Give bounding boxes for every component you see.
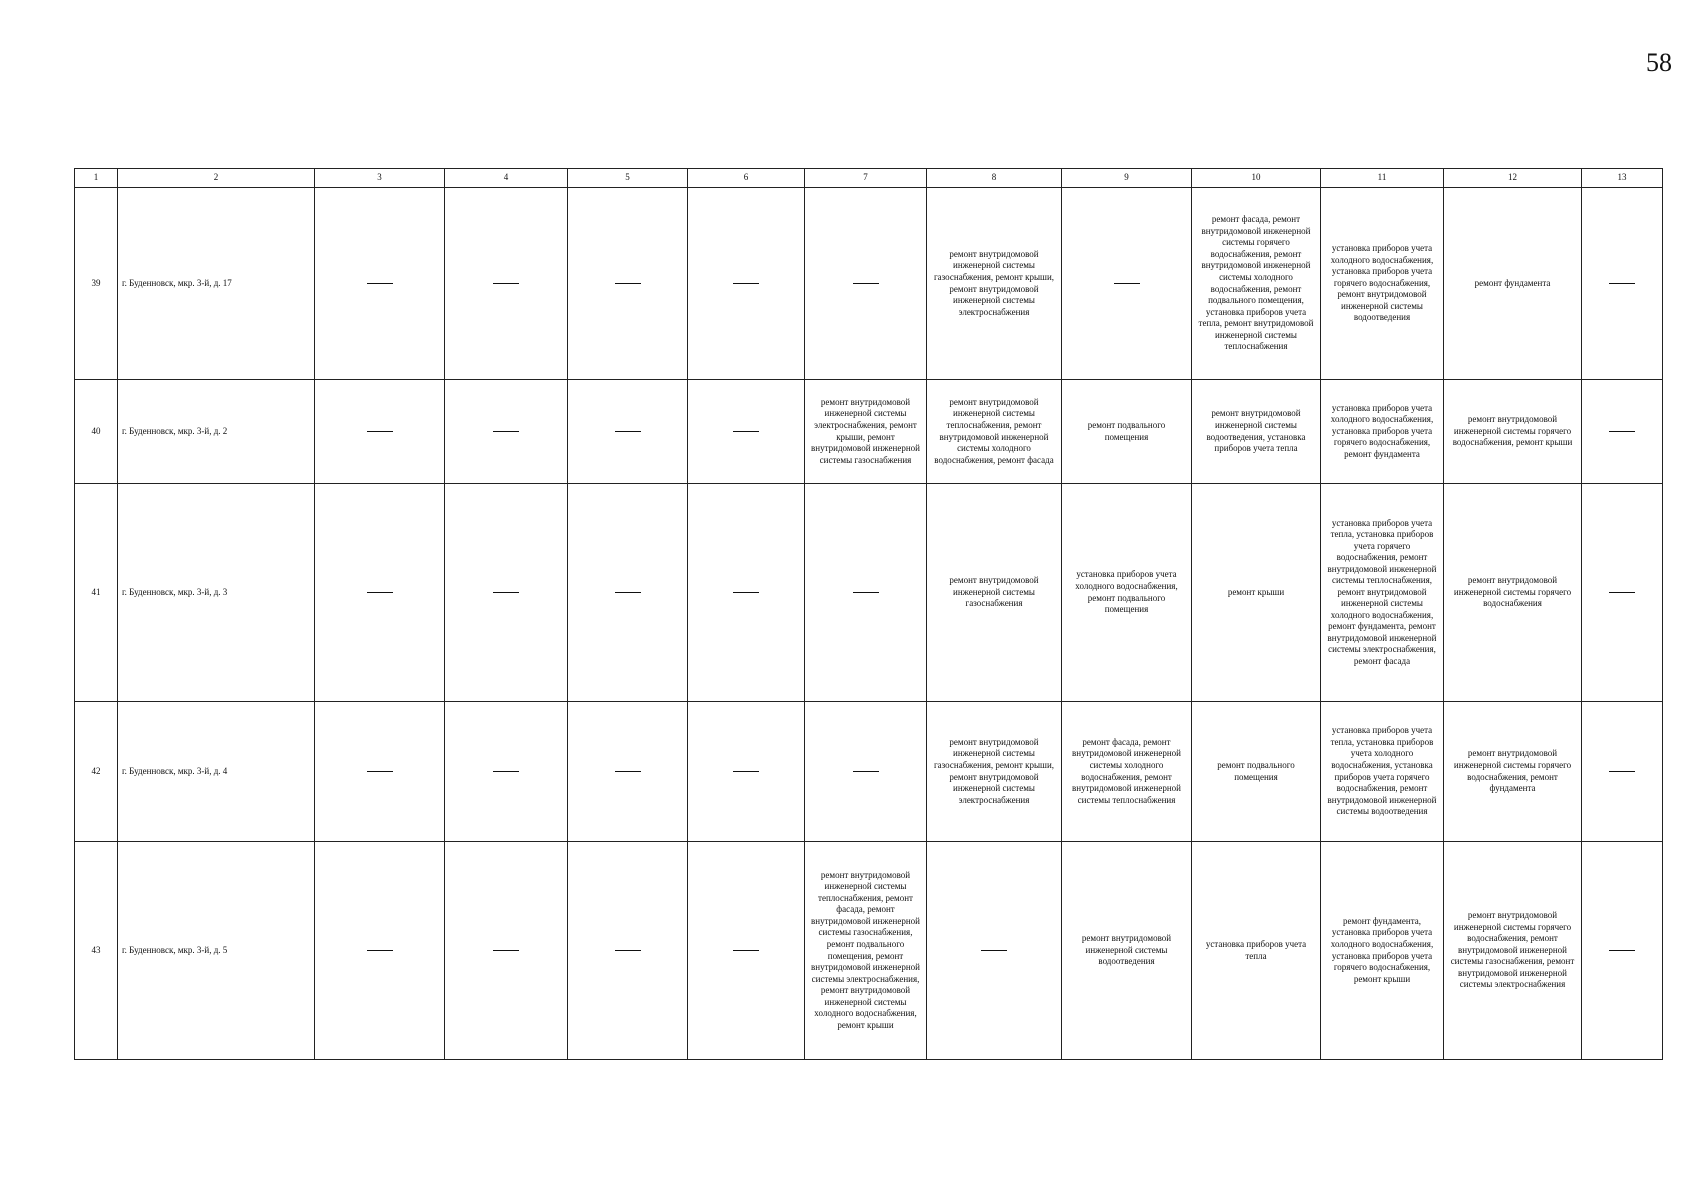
empty-cell [568, 702, 688, 842]
work-cell: установка приборов учета холодного водоснабжения, установка приборов учета горячего водоснабжения, ремонт внутридомовой инженерной системы водоотведения [1321, 188, 1444, 380]
dash-mark [1609, 431, 1635, 432]
work-cell: ремонт внутридомовой инженерной системы горячего водоснабжения, ремонт фундамента [1444, 702, 1582, 842]
dash-mark [493, 950, 519, 951]
column-header: 4 [445, 169, 568, 188]
work-cell: ремонт фундамента, установка приборов учета холодного водоснабжения, установка приборов учета горячего водоснабжения, ремонт крыши [1321, 842, 1444, 1060]
column-number-row [75, 169, 1663, 188]
address-cell: г. Буденновск, мкр. 3-й, д. 17 [118, 188, 315, 380]
empty-cell [805, 484, 927, 702]
row-number: 43 [75, 842, 118, 1060]
column-header: 3 [315, 169, 445, 188]
column-header: 2 [118, 169, 315, 188]
empty-cell [315, 702, 445, 842]
dash-mark [733, 771, 759, 772]
column-header: 12 [1444, 169, 1582, 188]
dash-mark [615, 950, 641, 951]
dash-mark [493, 592, 519, 593]
row-number: 41 [75, 484, 118, 702]
row-number: 40 [75, 380, 118, 484]
empty-cell [688, 484, 805, 702]
column-header: 1 [75, 169, 118, 188]
dash-mark [733, 283, 759, 284]
dash-mark [981, 950, 1007, 951]
work-cell: установка приборов учета тепла, установка приборов учета холодного водоснабжения, установка приборов учета горячего водоснабжения, ремонт внутридомовой инженерной системы водоотведения [1321, 702, 1444, 842]
empty-cell [568, 188, 688, 380]
work-cell: установка приборов учета холодного водоснабжения, установка приборов учета горячего водоснабжения, ремонт фундамента [1321, 380, 1444, 484]
table-body [75, 169, 1663, 1060]
empty-cell [315, 842, 445, 1060]
work-cell: ремонт внутридомовой инженерной системы газоснабжения [927, 484, 1062, 702]
empty-cell [445, 484, 568, 702]
page-number: 58 [1646, 48, 1672, 77]
empty-cell [568, 842, 688, 1060]
row-number: 39 [75, 188, 118, 380]
dash-mark [493, 771, 519, 772]
dash-mark [1609, 771, 1635, 772]
dash-mark [615, 771, 641, 772]
dash-mark [853, 592, 879, 593]
column-header: 11 [1321, 169, 1444, 188]
empty-cell [1582, 484, 1663, 702]
empty-cell [688, 380, 805, 484]
column-header: 8 [927, 169, 1062, 188]
dash-mark [733, 592, 759, 593]
empty-cell [315, 188, 445, 380]
dash-mark [367, 283, 393, 284]
empty-cell [445, 842, 568, 1060]
work-cell: ремонт фасада, ремонт внутридомовой инженерной системы холодного водоснабжения, ремонт внутридомовой инженерной системы теплоснабжения [1062, 702, 1192, 842]
empty-cell [688, 842, 805, 1060]
address-cell: г. Буденновск, мкр. 3-й, д. 2 [118, 380, 315, 484]
empty-cell [568, 484, 688, 702]
table-row [75, 380, 1663, 484]
empty-cell [1582, 702, 1663, 842]
column-header: 5 [568, 169, 688, 188]
work-cell: ремонт внутридомовой инженерной системы водоотведения [1062, 842, 1192, 1060]
table-row [75, 842, 1663, 1060]
table-row [75, 484, 1663, 702]
empty-cell [1582, 380, 1663, 484]
column-header: 9 [1062, 169, 1192, 188]
empty-cell [315, 380, 445, 484]
column-header: 13 [1582, 169, 1663, 188]
empty-cell [315, 484, 445, 702]
dash-mark [1609, 283, 1635, 284]
dash-mark [1609, 592, 1635, 593]
empty-cell [568, 380, 688, 484]
column-header: 7 [805, 169, 927, 188]
empty-cell [688, 188, 805, 380]
work-cell: ремонт внутридомовой инженерной системы теплоснабжения, ремонт фасада, ремонт внутридомовой инженерной системы газоснабжения, ремонт подвального помещения, ремонт внутридомовой инженерной системы электроснабжения, ремонт внутридомовой инженерной системы холодного водоснабжения, ремонт крыши [805, 842, 927, 1060]
dash-mark [1609, 950, 1635, 951]
work-cell: ремонт внутридомовой инженерной системы горячего водоснабжения, ремонт внутридомовой инженерной системы газоснабжения, ремонт внутридомовой инженерной системы электроснабжения [1444, 842, 1582, 1060]
dash-mark [615, 592, 641, 593]
dash-mark [367, 771, 393, 772]
dash-mark [493, 431, 519, 432]
work-cell: ремонт внутридомовой инженерной системы газоснабжения, ремонт крыши, ремонт внутридомовой инженерной системы электроснабжения [927, 188, 1062, 380]
work-cell: ремонт фасада, ремонт внутридомовой инженерной системы горячего водоснабжения, ремонт внутридомовой инженерной системы холодного водоснабжения, ремонт подвального помещения, установка приборов учета тепла, ремонт внутридомовой инженерной системы теплоснабжения [1192, 188, 1321, 380]
repair-schedule-table [74, 168, 1663, 1060]
dash-mark [853, 283, 879, 284]
dash-mark [493, 283, 519, 284]
empty-cell [445, 188, 568, 380]
work-cell: установка приборов учета тепла, установка приборов учета горячего водоснабжения, ремонт внутридомовой инженерной системы теплоснабжения, ремонт внутридомовой инженерной системы холодного водоснабжения, ремонт фундамента, ремонт внутридомовой инженерной системы электроснабжения, ремонт фасада [1321, 484, 1444, 702]
work-cell: ремонт подвального помещения [1062, 380, 1192, 484]
work-cell: ремонт внутридомовой инженерной системы водоотведения, установка приборов учета тепла [1192, 380, 1321, 484]
work-cell: ремонт крыши [1192, 484, 1321, 702]
dash-mark [853, 771, 879, 772]
work-cell: ремонт подвального помещения [1192, 702, 1321, 842]
table-row [75, 188, 1663, 380]
column-header: 6 [688, 169, 805, 188]
empty-cell [1582, 188, 1663, 380]
work-cell: ремонт внутридомовой инженерной системы газоснабжения, ремонт крыши, ремонт внутридомовой инженерной системы электроснабжения [927, 702, 1062, 842]
work-cell: ремонт фундамента [1444, 188, 1582, 380]
work-cell: ремонт внутридомовой инженерной системы электроснабжения, ремонт крыши, ремонт внутридомовой инженерной системы газоснабжения [805, 380, 927, 484]
column-header: 10 [1192, 169, 1321, 188]
empty-cell [1062, 188, 1192, 380]
work-cell: ремонт внутридомовой инженерной системы горячего водоснабжения, ремонт крыши [1444, 380, 1582, 484]
table-row [75, 702, 1663, 842]
empty-cell [445, 380, 568, 484]
address-cell: г. Буденновск, мкр. 3-й, д. 4 [118, 702, 315, 842]
work-cell: ремонт внутридомовой инженерной системы теплоснабжения, ремонт внутридомовой инженерной системы холодного водоснабжения, ремонт фасада [927, 380, 1062, 484]
dash-mark [615, 283, 641, 284]
dash-mark [367, 431, 393, 432]
empty-cell [805, 702, 927, 842]
empty-cell [688, 702, 805, 842]
empty-cell [445, 702, 568, 842]
dash-mark [367, 950, 393, 951]
address-cell: г. Буденновск, мкр. 3-й, д. 3 [118, 484, 315, 702]
empty-cell [1582, 842, 1663, 1060]
dash-mark [733, 431, 759, 432]
empty-cell [805, 188, 927, 380]
dash-mark [615, 431, 641, 432]
empty-cell [927, 842, 1062, 1060]
work-cell: ремонт внутридомовой инженерной системы горячего водоснабжения [1444, 484, 1582, 702]
work-cell: установка приборов учета холодного водоснабжения, ремонт подвального помещения [1062, 484, 1192, 702]
dash-mark [367, 592, 393, 593]
row-number: 42 [75, 702, 118, 842]
work-cell: установка приборов учета тепла [1192, 842, 1321, 1060]
address-cell: г. Буденновск, мкр. 3-й, д. 5 [118, 842, 315, 1060]
dash-mark [1114, 283, 1140, 284]
dash-mark [733, 950, 759, 951]
